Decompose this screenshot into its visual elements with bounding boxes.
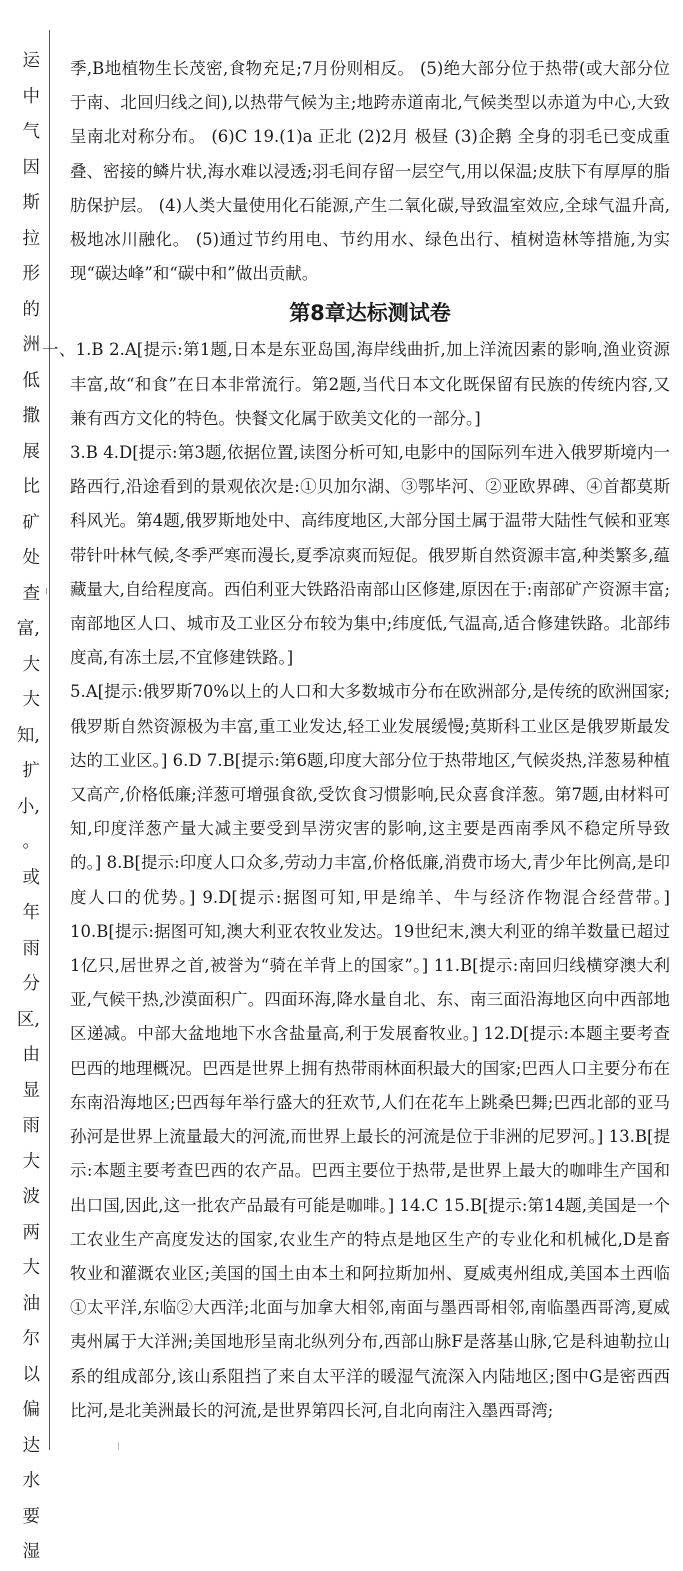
left-margin-fragment: 水 (22, 1471, 40, 1491)
left-margin-fragment: 拉 (22, 228, 40, 249)
left-margin-fragment: 斯 (22, 193, 40, 213)
scan-mark (46, 588, 47, 594)
answer-content (42, 52, 670, 1428)
left-margin-fragment: 或 (22, 867, 40, 888)
left-margin-fragment: 洲 (22, 335, 40, 355)
left-margin-fragment: 油 (22, 1293, 40, 1314)
left-margin-fragment: 比 (22, 477, 40, 497)
left-margin-fragment: 两 (22, 1222, 40, 1243)
left-margin-column (0, 44, 40, 1571)
left-margin-fragment: 撒 (22, 406, 40, 426)
left-margin-fragment: 分 (22, 974, 40, 994)
left-margin-fragment: 矿 (22, 512, 40, 533)
left-margin-fragment: 大 (22, 1151, 40, 1172)
left-margin-fragment: 达 (22, 1435, 40, 1456)
left-margin-fragment: 的 (22, 299, 40, 320)
left-margin-fragment: 大 (22, 654, 40, 675)
intro-paragraph: 季,B地植物生长茂密,食物充足;7月份则相反。 (5)绝大部分位于热带(或大部分位于南、北回归线之间),以热带气候为主;地跨赤道南北,气候类型以赤道为中心,大致呈南北对称分布。 (6)C 19.(1)a 正北 (2)2月 极昼 (3)企鹅 全身的羽毛已变成重叠、密接的鳞片状,海水难以浸透;羽毛间存留一层空气,用以保温;皮肤下有厚厚的脂肪保护层。 (4)人类大量使用化石能源,产生二氧化碳,导致温室效应,全球气温升高,极地冰川融化。 (5)通过节约用电、节约用水、绿色出行、植树造林等措施,为实现“碳达峰”和“碳中和”做出贡献。 (70, 59, 670, 284)
left-margin-fragment: 湿 (22, 1542, 40, 1562)
left-margin-fragment: 知, (16, 725, 40, 746)
left-margin-fragment: 显 (22, 1080, 40, 1101)
left-margin-fragment: 波 (22, 1187, 40, 1207)
left-margin-fragment: 要 (22, 1506, 40, 1527)
answer-block-1-2: 一、1.B 2.A[提示:第1题,日本是东亚岛国,海岸线曲折,加上洋流因素的影响,渔业资源丰富,故“和食”在日本非常流行。第2题,当代日本文化既保留有民族的传统内容,又兼有西方文化的特色。快餐文化属于欧美文化的一部分。] (42, 340, 670, 428)
left-margin-fragment: 年 (22, 903, 40, 923)
left-margin-fragment: 气 (22, 122, 40, 142)
left-margin-fragment: 运 (22, 51, 40, 71)
left-margin-fragment: 扩 (22, 761, 40, 781)
left-margin-fragment: 由 (22, 1045, 40, 1065)
left-margin-fragment: 以 (22, 1364, 40, 1385)
left-margin-fragment: 中 (22, 86, 40, 107)
left-margin-fragment: 形 (22, 264, 40, 284)
left-margin-fragment: 低 (22, 370, 40, 391)
scan-mark (118, 1442, 119, 1450)
left-margin-fragment: 大 (22, 1258, 40, 1278)
left-margin-fragment: 富, (16, 619, 40, 639)
left-margin-fragment: 雨 (22, 1116, 40, 1136)
left-margin-fragment: 偏 (22, 1400, 40, 1420)
left-margin-fragment: 展 (22, 441, 40, 462)
left-margin-fragment: 因 (22, 157, 40, 178)
left-margin-fragment: 查 (22, 583, 40, 604)
left-margin-fragment: 尔 (22, 1329, 40, 1349)
answer-block-5-15: 5.A[提示:俄罗斯70%以上的人口和大多数城市分布在欧洲部分,是传统的欧洲国家;俄罗斯自然资源极为丰富,重工业发达,轻工业发展缓慢;莫斯科工业区是俄罗斯最发达的工业区。] 6.D 7.B[提示:第6题,印度大部分位于热带地区,气候炎热,洋葱易种植又高产,价格低廉;洋葱可增强食欲,受饮食习惯影响,民众喜食洋葱。第7题,由材料可知,印度洋葱产量大减主要受到旱涝灾害的影响,这主要是西南季风不稳定所导致的。] 8.B[提示:印度人口众多,劳动力丰富,价格低廉,消费市场大,青少年比例高,是印度人口的优势。] 9.D[提示:据图可知,甲是绵羊、牛与经济作物混合经营带。] 10.B[提示:据图可知,澳大利亚农牧业发达。19世纪末,澳大利亚的绵羊数量已超过1亿只,居世界之首,被誉为“骑在羊背上的国家”。] 11.B[提示:南回归线横穿澳大利亚,气候干热,沙漠面积广。四面环海,降水量自北、东、南三面沿海地区向中西部地区递减。中部大盆地地下水含盐量高,利于发展畜牧业。] 12.D[提示:本题主要考查巴西的地理概况。巴西是世界上拥有热带雨林面积最大的国家;巴西人口主要分布在东南沿海地区;巴西每年举行盛大的狂欢节,人们在花车上跳桑巴舞;巴西北部的亚马孙河是世界上流量最大的河流,而世界上最长的河流是位于非洲的尼罗河。] 13.B[提示:本题主要考查巴西的农产品。巴西主要位于热带,是世界上最大的咖啡生产国和出口国,因此,这一批农产品最有可能是咖啡。] 14.C 15.B[提示:第14题,美国是一个工农业生产高度发达的国家,农业生产的特点是地区生产的专业化和机械化,D是畜牧业和灌溉农业区;美国的国土由本土和阿拉斯加州、夏威夷州组成,美国本土西临①太平洋,东临②大西洋;北面与加拿大相邻,南面与墨西哥相邻,南临墨西哥湾,夏威夷州属于大洋洲;美国地形呈南北纵列分布,西部山脉F是落基山脉,它是科迪勒拉山系的组成部分,该山系阻挡了来自太平洋的暖湿气流深入内陆地区;图中G是密西西比河,是北美洲最长的河流,是世界第四长河,自北向南注入墨西哥湾; (70, 682, 670, 1420)
section-title: 第8章达标测试卷 (289, 301, 451, 326)
left-margin-fragment: 雨 (22, 938, 40, 959)
column-divider (49, 30, 50, 1450)
answer-block-3-4: 3.B 4.D[提示:第3题,依据位置,读图分析可知,电影中的国际列车进入俄罗斯境内一路西行,沿途看到的景观依次是:①贝加尔湖、③鄂毕河、②亚欧界碑、④首都莫斯科风光。第4题,俄罗斯地处中、高纬度地区,大部分国土属于温带大陆性气候和亚寒带针叶林气候,冬季严寒而漫长,夏季凉爽而短促。俄罗斯自然资源丰富,种类繁多,蕴藏量大,自给程度高。西伯利亚大铁路沿南部山区修建,原因在于:南部矿产资源丰富;南部地区人口、城市及工业区分布较为集中;纬度低,气温高,适合修建铁路。北部纬度高,有冻土层,不宜修建铁路。] (70, 443, 670, 668)
left-margin-fragment: 处 (22, 548, 40, 568)
left-margin-fragment: 大 (22, 690, 40, 710)
left-margin-fragment: 区, (16, 1009, 40, 1030)
left-margin-fragment: 。 (22, 832, 40, 852)
left-margin-fragment: 小, (16, 796, 40, 817)
